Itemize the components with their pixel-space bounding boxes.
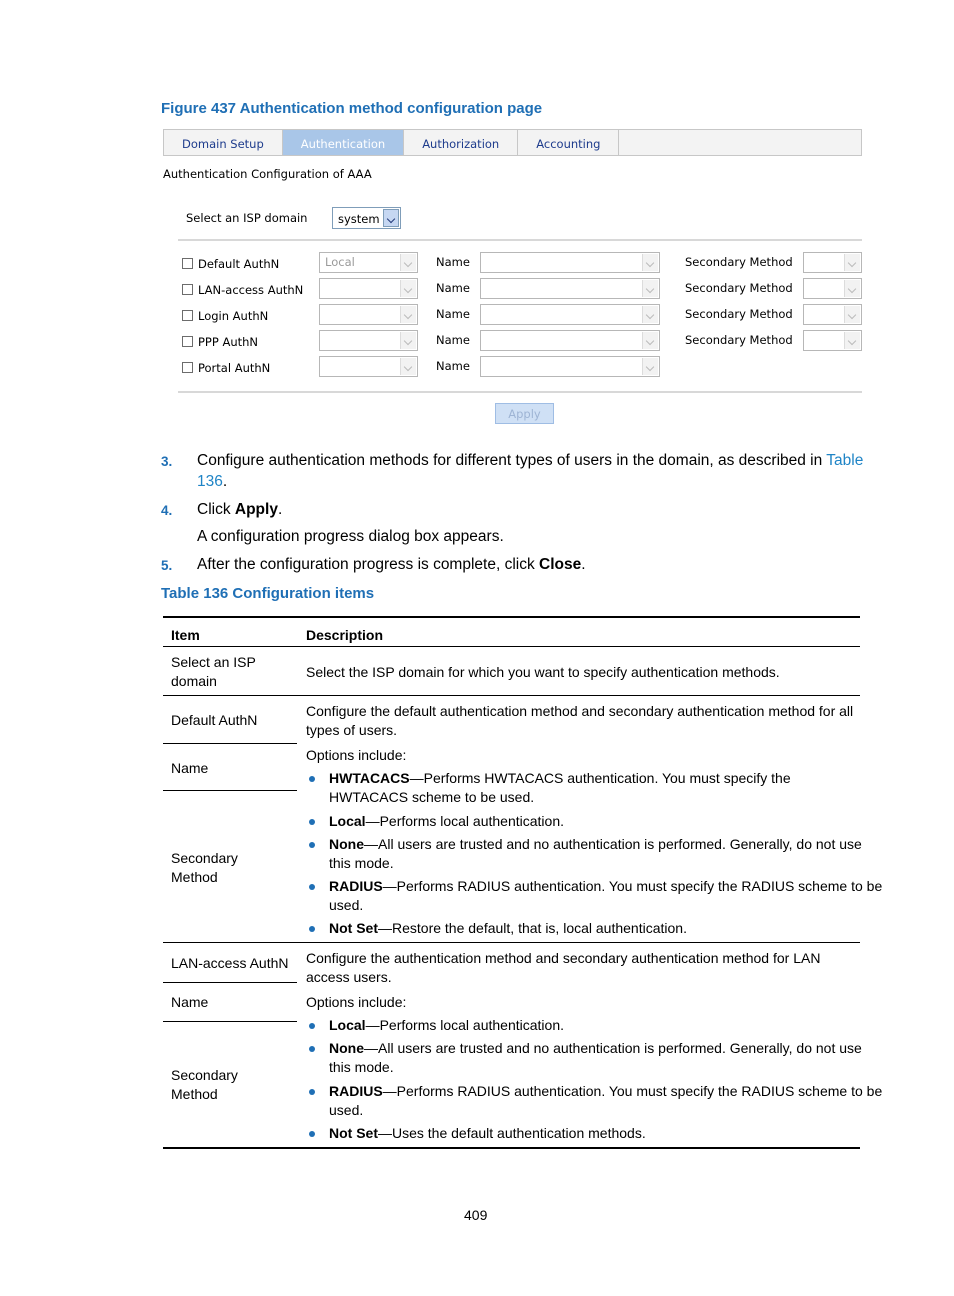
chevron-down-icon: [383, 209, 399, 227]
table-row-rule: [163, 790, 297, 791]
table-header-rule: [163, 646, 860, 647]
lan-access-authn-secondary-select[interactable]: [803, 278, 862, 299]
step-punctuation: .: [277, 501, 283, 518]
step-text: [197, 556, 586, 574]
step-text-continued: [197, 473, 227, 491]
cell-description: Configure the authentication method and secondary authentication method for LAN: [306, 950, 821, 966]
name-label: Name: [436, 307, 470, 321]
step-punctuation: .: [581, 556, 586, 573]
cell-item: Method: [171, 869, 218, 885]
table-row-rule: [163, 942, 860, 943]
isp-select[interactable]: [332, 207, 401, 229]
portal-authn-name-select[interactable]: [480, 356, 660, 377]
login-authn-secondary-select[interactable]: [803, 304, 862, 325]
ppp-authn-secondary-select[interactable]: [803, 330, 862, 351]
option-item: [329, 835, 862, 854]
isp-select-value: system: [338, 212, 380, 226]
chevron-down-icon: [642, 280, 658, 297]
option-term: RADIUS: [329, 1083, 383, 1099]
cell-description: types of users.: [306, 722, 398, 738]
login-authn-method-select[interactable]: [319, 304, 418, 325]
step-text-body: Configure authentication methods for different types of users in the domain, as described in: [197, 452, 827, 469]
chevron-down-icon: [642, 254, 658, 271]
option-term: RADIUS: [329, 878, 383, 894]
option-text: HWTACACS scheme to be used.: [329, 789, 535, 805]
option-term: HWTACACS: [329, 770, 410, 786]
table-row-rule: [163, 1021, 297, 1022]
page-number: 409: [464, 1207, 488, 1223]
option-text: —Uses the default authentication methods.: [378, 1125, 646, 1141]
option-text: this mode.: [329, 855, 394, 871]
cell-item: Method: [171, 1086, 218, 1102]
tab-accounting[interactable]: Accounting: [518, 130, 619, 155]
option-item: [329, 877, 882, 896]
secondary-method-label: Secondary Method: [685, 307, 793, 321]
table-row-rule: [163, 695, 860, 696]
ppp-authn-method-select[interactable]: [319, 330, 418, 351]
bullet-icon: [309, 884, 315, 890]
ppp-authn-checkbox[interactable]: [182, 336, 193, 347]
bullet-icon: [309, 1089, 315, 1095]
name-label: Name: [436, 255, 470, 269]
option-term: None: [329, 836, 364, 852]
option-item: [329, 1039, 862, 1058]
step-bold-term: Close: [539, 556, 582, 573]
cell-item: domain: [171, 673, 217, 689]
bullet-icon: [309, 776, 315, 782]
option-term: None: [329, 1040, 364, 1056]
ppp-authn-name-select[interactable]: [480, 330, 660, 351]
option-item: [329, 1124, 646, 1143]
step-number: 4.: [161, 503, 173, 518]
divider: [178, 391, 862, 393]
cell-item: Name: [171, 994, 209, 1010]
bullet-icon: [309, 1046, 315, 1052]
option-term: Local: [329, 1017, 366, 1033]
secondary-method-label: Secondary Method: [685, 281, 793, 295]
login-authn-label: Login AuthN: [198, 309, 269, 323]
default-authn-method-value: Local: [325, 255, 355, 269]
isp-label: Select an ISP domain: [186, 211, 308, 225]
cell-item: Secondary: [171, 850, 238, 866]
portal-authn-method-select[interactable]: [319, 356, 418, 377]
table-top-rule: [163, 616, 860, 618]
login-authn-checkbox[interactable]: [182, 310, 193, 321]
chevron-down-icon: [400, 280, 416, 297]
chevron-down-icon: [844, 254, 860, 271]
tab-domain-setup[interactable]: Domain Setup: [164, 130, 283, 155]
bullet-icon: [309, 926, 315, 932]
options-label: Options include:: [306, 994, 407, 1010]
chevron-down-icon: [642, 306, 658, 323]
cell-description: Select the ISP domain for which you want to specify authentication methods.: [306, 664, 780, 680]
option-text: —Performs local authentication.: [365, 813, 565, 829]
option-item: [329, 919, 687, 938]
cell-item: LAN-access AuthN: [171, 955, 289, 971]
lan-access-authn-checkbox[interactable]: [182, 284, 193, 295]
option-text: this mode.: [329, 1059, 394, 1075]
chevron-down-icon: [844, 332, 860, 349]
apply-button[interactable]: Apply: [495, 403, 554, 424]
table-bottom-rule: [163, 1147, 860, 1149]
cell-item: Name: [171, 760, 209, 776]
cell-item: Default AuthN: [171, 712, 258, 728]
table-row-rule: [163, 743, 297, 744]
tab-authentication[interactable]: Authentication: [283, 130, 404, 155]
step-number: 3.: [161, 454, 173, 469]
option-text: —Performs HWTACACS authentication. You must specify the: [409, 770, 791, 786]
option-text: used.: [329, 897, 364, 913]
lan-access-authn-method-select[interactable]: [319, 278, 418, 299]
bullet-icon: [309, 819, 315, 825]
chevron-down-icon: [844, 280, 860, 297]
figure-title: Figure 437 Authentication method configuration page: [161, 100, 543, 117]
cell-item: Select an ISP: [171, 654, 256, 670]
option-text: —All users are trusted and no authentication is performed. Generally, do not use: [364, 836, 862, 852]
lan-access-authn-label: LAN-access AuthN: [198, 283, 304, 297]
option-term: Not Set: [329, 920, 378, 936]
table-title: Table 136 Configuration items: [161, 585, 375, 602]
portal-authn-checkbox[interactable]: [182, 362, 193, 373]
secondary-method-label: Secondary Method: [685, 255, 793, 269]
option-text: —All users are trusted and no authentication is performed. Generally, do not use: [364, 1040, 862, 1056]
section-title: Authentication Configuration of AAA: [163, 167, 372, 181]
step-text-body: After the configuration progress is complete, click: [197, 556, 540, 573]
bullet-icon: [309, 1023, 315, 1029]
chevron-down-icon: [400, 306, 416, 323]
login-authn-name-select[interactable]: [480, 304, 660, 325]
lan-access-authn-name-select[interactable]: [480, 278, 660, 299]
option-term: Local: [329, 813, 366, 829]
name-label: Name: [436, 359, 470, 373]
table-link[interactable]: Table: [826, 452, 864, 469]
option-item: [329, 769, 791, 788]
cell-item: Secondary: [171, 1067, 238, 1083]
options-label: Options include:: [306, 747, 407, 763]
header-item: Item: [171, 627, 200, 643]
option-item: [329, 1082, 882, 1101]
chevron-down-icon: [400, 332, 416, 349]
secondary-method-label: Secondary Method: [685, 333, 793, 347]
default-authn-name-select[interactable]: [480, 252, 660, 273]
option-text: —Performs RADIUS authentication. You must specify the RADIUS scheme to be: [382, 1083, 883, 1099]
cell-description: Configure the default authentication method and secondary authentication method for all: [306, 703, 854, 719]
ppp-authn-label: PPP AuthN: [198, 335, 259, 349]
default-authn-label: Default AuthN: [198, 257, 280, 271]
option-text: —Restore the default, that is, local authentication.: [378, 920, 687, 936]
header-description: Description: [306, 627, 384, 643]
step-punctuation: .: [222, 473, 228, 490]
option-text: —Performs RADIUS authentication. You must specify the RADIUS scheme to be: [382, 878, 883, 894]
table-link-number[interactable]: 136: [197, 473, 223, 490]
step-note: A configuration progress dialog box appears.: [197, 528, 504, 545]
chevron-down-icon: [844, 306, 860, 323]
name-label: Name: [436, 333, 470, 347]
option-text: used.: [329, 1102, 364, 1118]
cell-description: access users.: [306, 969, 392, 985]
table-row-rule: [163, 982, 297, 983]
option-item: [329, 812, 564, 831]
option-text: —Performs local authentication.: [365, 1017, 565, 1033]
tab-bar: [163, 129, 862, 156]
portal-authn-label: Portal AuthN: [198, 361, 271, 375]
chevron-down-icon: [400, 254, 416, 271]
step-text: [197, 452, 863, 470]
bullet-icon: [309, 842, 315, 848]
step-bold-term: Apply: [234, 501, 278, 518]
default-authn-checkbox[interactable]: [182, 258, 193, 269]
option-term: Not Set: [329, 1125, 378, 1141]
chevron-down-icon: [642, 332, 658, 349]
default-authn-secondary-select[interactable]: [803, 252, 862, 273]
step-text-body: Click: [197, 501, 235, 518]
default-authn-method-select[interactable]: [319, 252, 418, 273]
option-item: [329, 1016, 564, 1035]
step-number: 5.: [161, 558, 173, 573]
chevron-down-icon: [400, 358, 416, 375]
chevron-down-icon: [642, 358, 658, 375]
bullet-icon: [309, 1131, 315, 1137]
name-label: Name: [436, 281, 470, 295]
step-text: [197, 501, 282, 519]
tab-authorization[interactable]: Authorization: [404, 130, 518, 155]
divider: [178, 239, 862, 241]
